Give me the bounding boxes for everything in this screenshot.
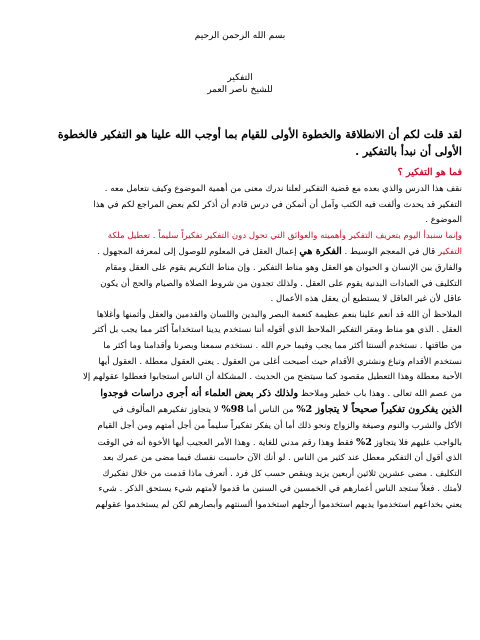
p4-line-2: العقل . الذي هو مناط ومقر التفكير الملاحظ الذي أقوله أننا نستخدم يدينا استخداماً أكثر مما يجب بل أكثر	[92, 325, 462, 336]
p4-line-9-a: بالواجب عليهم فلا يتجاوز	[371, 437, 462, 448]
p4-line-13: يعني بخداعهم استخدموا يديهم استخدموا أرجلهم استخدموا ألسنتهم وأبصارهم لكن لم يستخدموا عقولهم	[95, 499, 462, 510]
p3-red-word: التفكير	[437, 247, 462, 258]
p4-line-7	[18, 402, 462, 419]
p4-line-11: التكليف . مضى عشرين ثلاثين أربعين يزيد وينقص حسب كل فرد . أتعرف ماذا قدمت من خلال تفكيرك	[102, 468, 462, 479]
p4-line-4: نستخدم الأقدام وتباع ونشتري الأقدام حيث أصبحت أغلى من العقول . يعني العقول معطلة . العقول أيها	[98, 356, 462, 367]
p1-line-2: التفكير قد يحدث وأُلفت فيه الكتب وآمل أن أتمكن في درس قادم أن أذكر لكم بعض المراجع لكم في هذا	[93, 199, 462, 210]
p4-line-7-a: الذين يفكرون تفكيراً صحيحاً لا يتجاوز	[312, 404, 462, 416]
p4-line-1: الملاحظ أن الله قد أنعم علينا بنعم عظيمة كنعمة البصر والبدين واللسان والقدمين والعقل وأثمنها وأغلاها	[96, 309, 462, 320]
p4-percent-2b: 2%	[356, 436, 372, 448]
p3-line-1	[18, 244, 462, 261]
p1-line-3: الموضوع .	[425, 215, 462, 226]
p3-bold-phrase: الفكرة هي	[299, 246, 342, 258]
p1-line-1: نقف هذا الدرس والذي بعده مع قضية التفكير لعلنا ندرك معنى من أهمية الموضوع وكيف نتعامل معه .	[104, 184, 462, 194]
intro-paragraph	[18, 126, 462, 160]
p4-percent-98: 98%	[221, 404, 244, 416]
p4-line-8: الأكل والشرب والنوم وصيغة والزواج ونحو ذلك أما أن يفكر تفكيراً سليماً من أجل أمتهم ومن أجل القيام	[97, 420, 462, 431]
p3-line-2: والفارق بين الإنسان و الحيوان هو العقل وهو مناط التفكير . وإن مناط التكريم يقوم على العقل ومقام	[105, 262, 462, 273]
p3-line-3: التكليف في العبادات البدنية يقوم على العقل . ولذلك تجدون من شروط الصلاة والصيام والحج أن يكون	[100, 278, 462, 289]
doc-title: التفكير	[227, 73, 253, 83]
section-question: فما هو التفكير ؟	[397, 167, 462, 178]
p4-line-5: الأحبة معطلة وهذا التعطيل مقصود كما سيتضح من الحديث . المشكلة أن الناس استجابوا فعطلوا عقولهم إلا	[82, 372, 462, 383]
p4-line-10: الذي أقول أن التفكير معطل عند كثير من الناس . لو أنك الآن حاسبت نفسك فيما مضى من عمرك بعد	[102, 453, 462, 464]
p3-line-1-c: إعمال العقل في المعلوم للوصول إلى لمعرفة المجهول .	[97, 247, 300, 258]
intro-line-2: الأولى أن نبدأ بالتفكير .	[355, 145, 462, 158]
body-paragraphs	[18, 182, 462, 513]
intro-line-1: لقد قلت لكم أن الانطلاقة والخطوة الأولى للقيام بما أوجب الله علينا هو التفكير فالخطوة	[57, 128, 462, 141]
p4-line-9	[18, 435, 462, 452]
p4-line-6	[18, 386, 462, 403]
doc-author: للشيخ ناصر العمر	[207, 85, 273, 95]
p4-line-3: من طاقتها . نستخدم ألسنتا أكثر مما يجب وفيما حرم الله . نستخدم سمعنا وبصرنا وأقدامنا وما أكثر ما	[103, 340, 462, 351]
p4-line-7-e: لا يتجاوز تفكيرهم المألوف في	[112, 405, 222, 416]
p2-red-line: وإنما سنبدأ اليوم بتعريف التفكير وأهميته والعوائق التي تحول دون التفكير تفكيراً سليماً . تعطيل ملكة	[107, 230, 462, 241]
p3-line-1-a: قال في المعجم الوسيط .	[341, 247, 438, 258]
p4-line-7-c: من الناس أما	[243, 405, 297, 416]
p4-line-6-bold: ولذلك ذكر بعض العلماء أنه أجرى دراسات فوجدوا	[100, 387, 299, 399]
basmala: بسم الله الرحمن الرحيم	[194, 31, 286, 41]
p4-line-9-c: فقط وهذا رقم مدني للغاية . وهذا الأمر العجيب أيها الأخوة أنه في الوقت	[97, 437, 357, 448]
p4-line-6-a: من عصم الله تعالى . وهذا باب خطير وملاحظ	[298, 388, 462, 399]
p3-line-4: عاقل لأن غير العاقل لا يستطيع أن يعقل هذه الأعمال .	[270, 294, 462, 305]
p4-line-12: لأمتك . فعلاً ستجد الناس أعمارهم في الخمسين في السنين ما قدموا لأمتهم شيء يستحق الذكر . شيء	[98, 484, 462, 495]
p4-percent-2: 2%	[296, 404, 313, 416]
